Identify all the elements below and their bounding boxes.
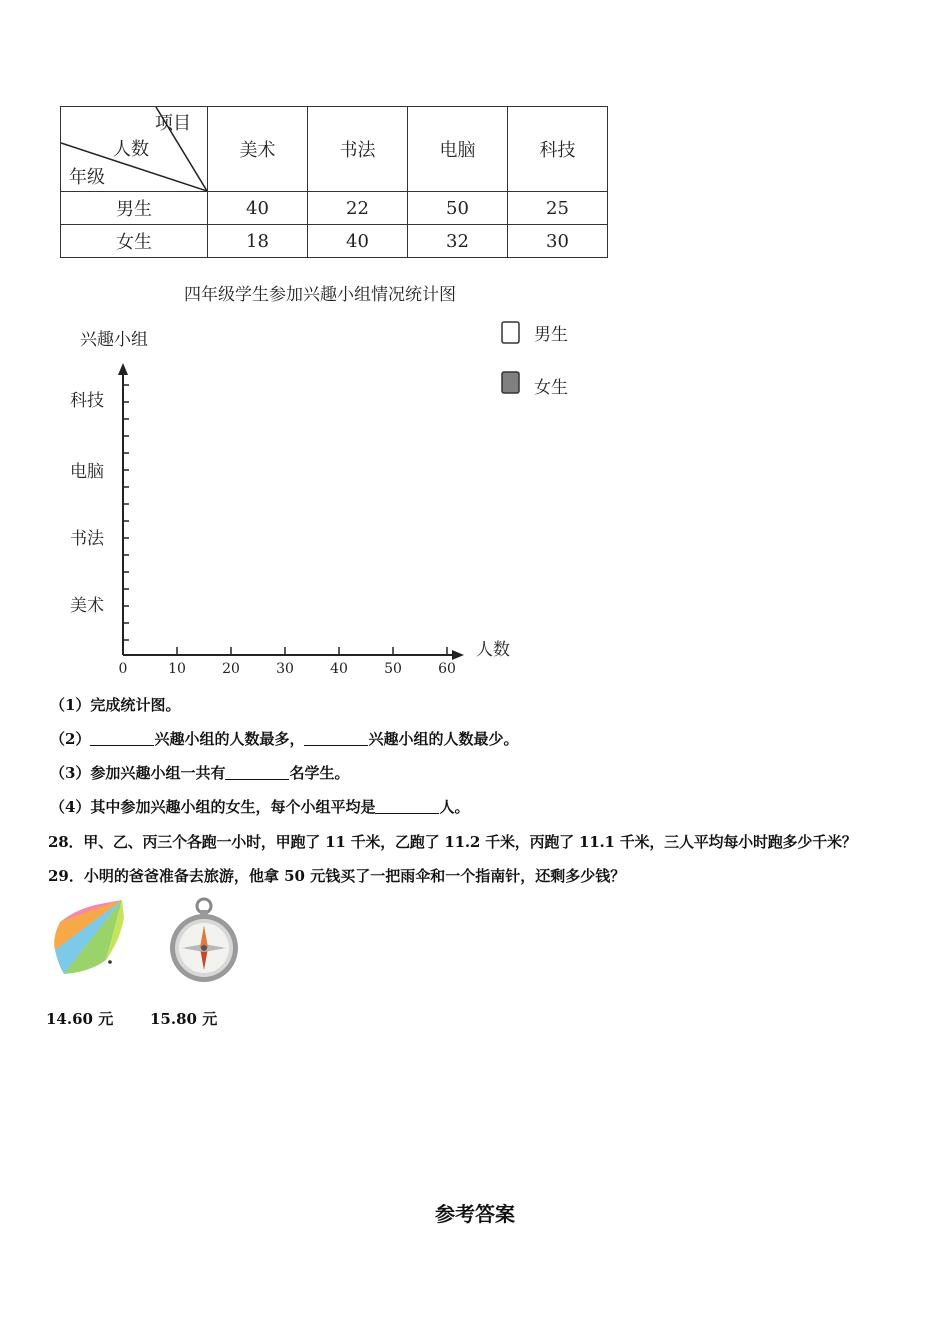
question-1 <box>50 694 180 715</box>
question-2-middle: 兴趣小组的人数最多， <box>154 730 305 748</box>
y-category-label: 美术 <box>70 596 104 616</box>
x-tick-label: 30 <box>276 661 294 677</box>
question-29: 29．小明的爸爸准备去旅游，他拿 50 元钱买了一把雨伞和一个指南针，还剩多少钱？ <box>48 867 626 885</box>
umbrella-price: 14.60 元 <box>46 1010 114 1028</box>
corner-label-item: 项目 <box>155 113 191 134</box>
answer-section-title: 参考答案 <box>435 1202 515 1226</box>
column-header: 电脑 <box>408 107 508 192</box>
question-2-suffix: 兴趣小组的人数最少。 <box>368 730 519 748</box>
question-28: 28．甲、乙、丙三个各跑一小时，甲跑了 11 千米，乙跑了 11.2 千米，丙跑了 11.1 千米，三人平均每小时跑多少千米？ <box>48 833 857 851</box>
compass-image <box>166 896 242 984</box>
corner-label-grade: 年级 <box>69 167 105 188</box>
table-cell: 25 <box>508 192 608 225</box>
answer-blank[interactable] <box>375 799 439 814</box>
table-row <box>61 225 608 258</box>
y-axis-arrow <box>118 363 128 375</box>
x-axis-arrow <box>452 650 464 660</box>
row-label: 女生 <box>61 225 208 258</box>
table-cell: 30 <box>508 225 608 258</box>
chart-title: 四年级学生参加兴趣小组情况统计图 <box>184 285 456 305</box>
table-cell: 40 <box>208 192 308 225</box>
table-cell: 32 <box>408 225 508 258</box>
x-axis-label: 人数 <box>476 640 510 660</box>
y-axis-label: 兴趣小组 <box>80 330 148 350</box>
x-tick-label: 40 <box>330 661 348 677</box>
x-tick-label: 50 <box>384 661 402 677</box>
question-4 <box>50 796 469 817</box>
question-3-prefix: （3）参加兴趣小组一共有 <box>50 764 226 782</box>
question-3 <box>50 762 349 783</box>
question-2 <box>50 728 518 749</box>
table-row <box>61 192 608 225</box>
table-cell: 22 <box>308 192 408 225</box>
question-2-prefix: （2） <box>50 730 91 748</box>
table-cell: 50 <box>408 192 508 225</box>
legend-swatch-boys <box>502 322 519 343</box>
y-category-label: 科技 <box>70 391 104 411</box>
table-cell: 40 <box>308 225 408 258</box>
question-3-suffix: 名学生。 <box>289 764 350 782</box>
column-header: 科技 <box>508 107 608 192</box>
x-tick-label: 20 <box>222 661 240 677</box>
x-ticks <box>119 647 456 677</box>
x-tick-label: 10 <box>168 661 186 677</box>
bar-chart <box>0 300 620 685</box>
column-header: 书法 <box>308 107 408 192</box>
interest-group-table <box>60 106 608 258</box>
row-label: 男生 <box>61 192 208 225</box>
x-tick-label: 60 <box>438 661 456 677</box>
table-header-row <box>61 107 608 192</box>
compass-price: 15.80 元 <box>150 1010 218 1028</box>
answer-blank[interactable] <box>225 765 289 780</box>
legend-swatch-girls <box>502 372 519 393</box>
y-category-label: 电脑 <box>70 462 104 482</box>
answer-blank[interactable] <box>90 731 154 746</box>
question-4-prefix: （4）其中参加兴趣小组的女生，每个小组平均是 <box>50 798 376 816</box>
x-tick-label: 0 <box>118 661 128 677</box>
corner-label-count: 人数 <box>113 139 149 160</box>
table-corner-cell <box>61 107 208 192</box>
legend-label-boys: 男生 <box>534 325 568 345</box>
y-category-label: 书法 <box>70 529 104 549</box>
y-categories <box>70 391 105 616</box>
column-header: 美术 <box>208 107 308 192</box>
table-cell: 18 <box>208 225 308 258</box>
question-1-text: （1）完成统计图。 <box>50 696 181 714</box>
legend-label-girls: 女生 <box>534 378 568 398</box>
answer-blank[interactable] <box>304 731 368 746</box>
umbrella-image <box>50 900 130 978</box>
question-4-suffix: 人。 <box>439 798 470 816</box>
